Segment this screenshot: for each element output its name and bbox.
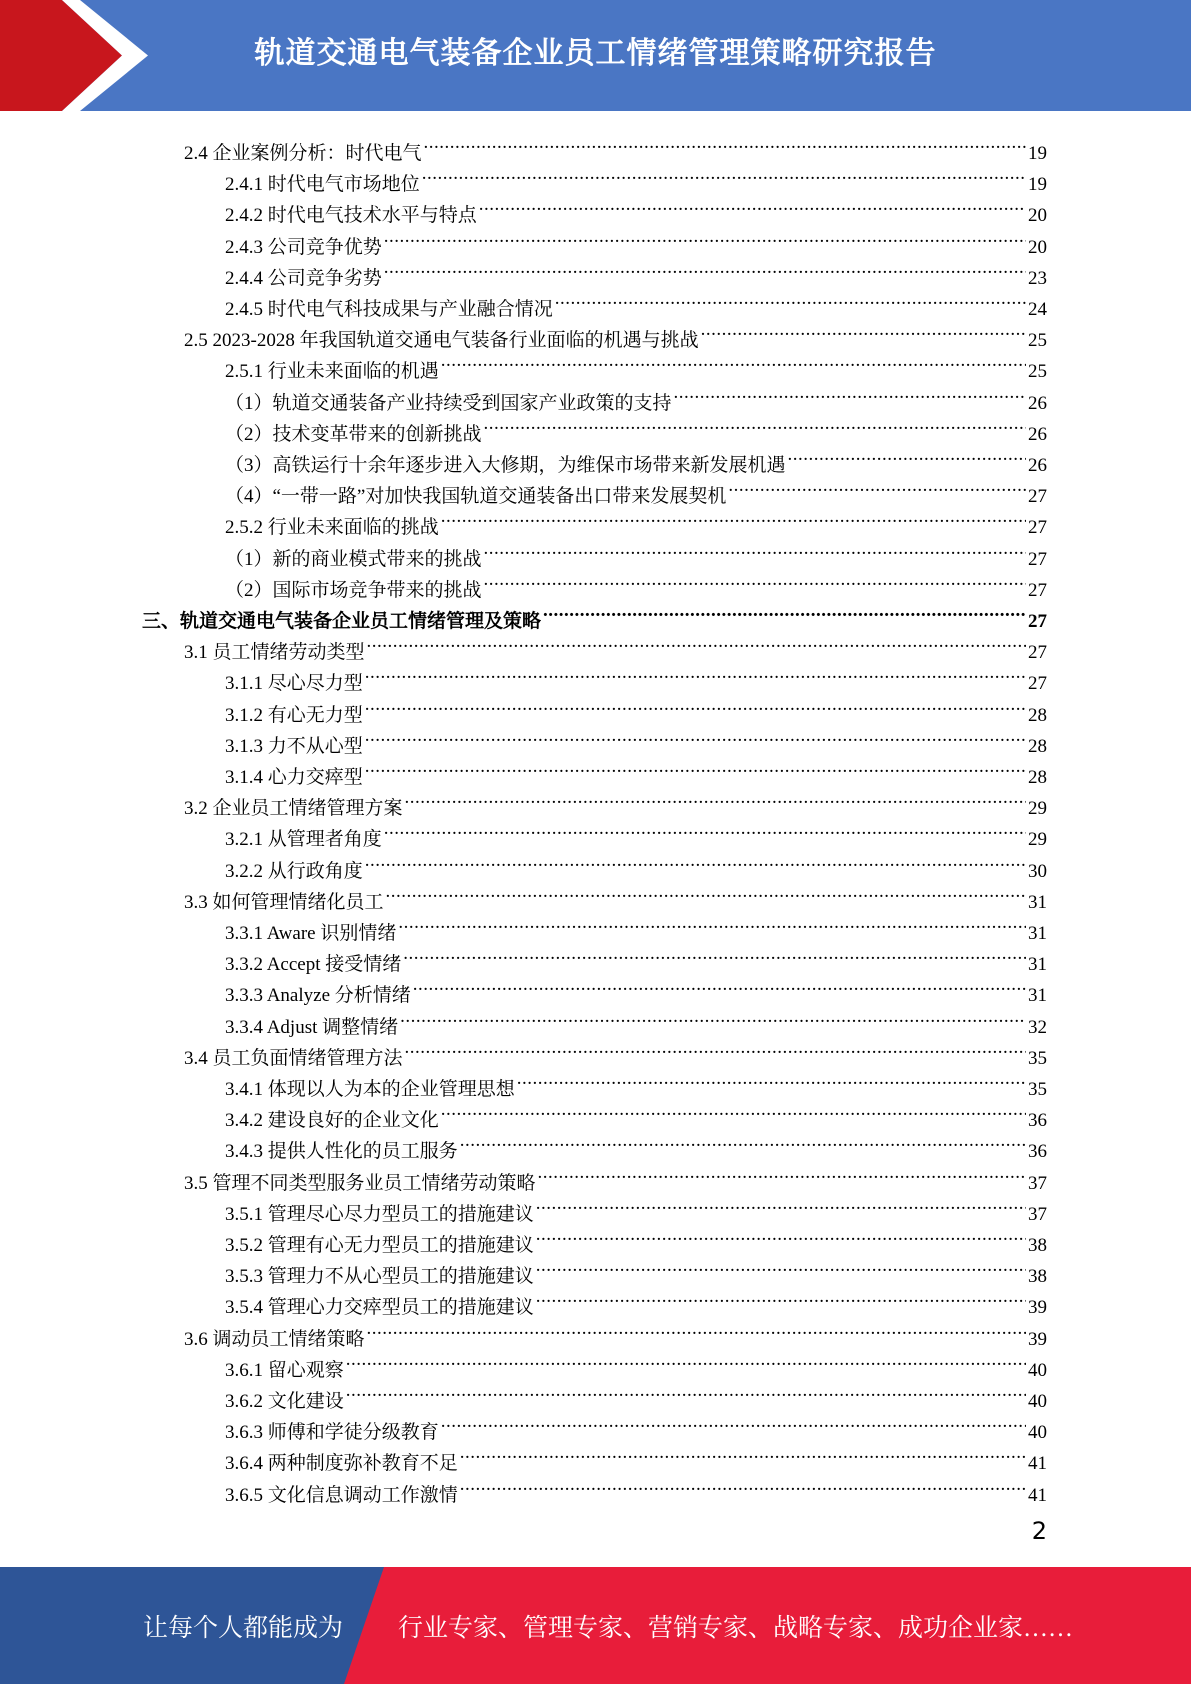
toc-entry-page: 35 [1028,1079,1047,1100]
toc-dot-leader [484,409,1026,440]
toc-entry-page: 27 [1028,579,1047,601]
toc-entry-title: 2.5 2023-2028 年我国轨道交通电气装备行业面临的机遇与挑战 [184,330,699,352]
toc-dot-leader [441,346,1026,377]
toc-entry-title: 3.5.1 管理尽心尽力型员工的措施建议 [225,1203,534,1225]
toc-entry-page: 30 [1028,860,1047,882]
toc-dot-leader [788,440,1026,471]
toc-entry-title: （2）技术变革带来的创新挑战 [225,423,482,445]
toc-entry-page: 28 [1028,735,1047,757]
toc-dot-leader [543,596,1026,627]
toc-entry[interactable] [225,814,1047,851]
toc-entry-title: 2.4.1 时代电气市场地位 [225,174,420,196]
toc-entry-page: 24 [1028,299,1047,320]
toc-entry-title: 3.3.2 Accept 接受情绪 [225,954,402,976]
toc-entry-title: 3.2.1 从管理者角度 [225,829,382,851]
toc-entry-page: 27 [1028,673,1047,695]
toc-dot-leader [386,877,1026,908]
toc-entry-page: 39 [1028,1328,1047,1350]
toc-entry-title: 2.4 企业案例分析：时代电气 [184,143,422,164]
toc-entry[interactable] [225,690,1047,726]
toc-entry-page: 27 [1028,611,1047,632]
toc-entry[interactable] [184,1314,1047,1350]
toc-entry[interactable] [225,970,1047,1007]
toc-entry-page: 41 [1028,1453,1047,1475]
toc-entry[interactable] [225,253,1047,289]
toc-entry-page: 37 [1028,1203,1047,1225]
toc-entry-title: 3.4 员工负面情绪管理方法 [184,1047,403,1069]
toc-entry[interactable] [225,471,1047,508]
toc-entry-title: 2.5.2 行业未来面临的挑战 [225,517,439,539]
toc-entry-page: 37 [1028,1172,1047,1194]
toc-entry-title: 3.3.1 Aware 识别情绪 [225,923,397,944]
toc-dot-leader [441,1095,1026,1126]
toc-dot-leader [365,846,1026,877]
toc-dot-leader [367,1314,1026,1345]
toc-entry-title: 2.4.2 时代电气技术水平与特点 [225,205,477,227]
page-header [0,0,1191,111]
toc-entry[interactable] [225,378,1047,414]
toc-dot-leader [384,814,1026,845]
toc-entry-page: 25 [1028,330,1047,352]
toc-entry-title: 3.1.3 力不从心型 [225,735,363,757]
toc-dot-leader [555,284,1026,315]
toc-dot-leader [479,190,1026,221]
toc-entry[interactable] [184,128,1047,164]
toc-entry[interactable] [225,1064,1047,1100]
toc-entry[interactable] [225,1095,1047,1132]
toc-entry-title: 3.5 管理不同类型服务业员工情绪劳动策略 [184,1172,536,1194]
toc-dot-leader [365,721,1026,752]
toc-entry[interactable] [225,565,1047,601]
toc-dot-leader [367,627,1026,658]
toc-entry[interactable] [225,1407,1047,1444]
toc-entry-title: 3.1.1 尽心尽力型 [225,673,363,695]
toc-entry[interactable] [142,596,1047,632]
toc-dot-leader [460,1438,1026,1469]
toc-entry[interactable] [225,846,1047,882]
toc-dot-leader [424,128,1026,159]
toc-entry[interactable] [184,627,1047,664]
toc-entry-page: 36 [1028,1141,1047,1163]
toc-entry[interactable] [225,409,1047,445]
toc-entry[interactable] [225,1345,1047,1381]
toc-entry-title: 2.4.3 公司竞争优势 [225,236,382,258]
toc-entry-page: 19 [1028,174,1047,196]
toc-dot-leader [701,315,1026,346]
toc-dot-leader [441,502,1026,533]
toc-dot-leader [441,1407,1026,1438]
toc-entry-title: 3.4.2 建设良好的企业文化 [225,1110,439,1132]
toc-dot-leader [460,1470,1026,1501]
toc-dot-leader [674,378,1026,409]
toc-entry[interactable] [225,658,1047,695]
toc-entry[interactable] [184,1158,1047,1194]
toc-entry-title: 3.6.3 师傅和学徒分级教育 [225,1422,439,1444]
toc-entry-page: 40 [1028,1359,1047,1381]
toc-dot-leader [536,1220,1026,1251]
toc-entry-title: （2）国际市场竞争带来的挑战 [225,579,482,601]
toc-entry[interactable] [184,1033,1047,1069]
toc-dot-leader [405,1033,1026,1064]
toc-entry-title: 2.4.5 时代电气科技成果与产业融合情况 [225,299,553,320]
toc-dot-leader [346,1376,1026,1407]
toc-dot-leader [400,1002,1026,1033]
toc-dot-leader [398,908,1026,939]
toc-entry[interactable] [225,1002,1047,1038]
toc-entry-page: 32 [1028,1016,1047,1038]
toc-entry-title: 3.3.4 Adjust 调整情绪 [225,1016,399,1038]
toc-entry-title: 3.5.2 管理有心无力型员工的措施建议 [225,1235,534,1256]
toc-entry-title: 3.1 员工情绪劳动类型 [184,642,365,664]
toc-entry-page: 25 [1028,361,1047,383]
toc-dot-leader [460,1126,1026,1157]
toc-entry[interactable] [225,1438,1047,1475]
toc-entry-title: 3.4.3 提供人性化的员工服务 [225,1141,458,1163]
toc-entry-page: 26 [1028,392,1047,414]
page-footer [0,1567,1191,1684]
toc-entry-page: 19 [1028,143,1047,164]
toc-entry-page: 27 [1028,517,1047,539]
toc-entry-page: 27 [1028,486,1047,508]
toc-entry-page: 40 [1028,1422,1047,1444]
toc-entry-title: 3.5.4 管理心力交瘁型员工的措施建议 [225,1297,534,1319]
toc-entry-title: 3.2.2 从行政角度 [225,860,363,882]
toc-dot-leader [405,783,1026,814]
toc-dot-leader [384,253,1026,284]
toc-entry-title: 3.2 企业员工情绪管理方案 [184,798,403,820]
toc-entry[interactable] [225,1220,1047,1256]
toc-entry-title: 3.1.4 心力交瘁型 [225,767,363,788]
toc-dot-leader [484,565,1026,596]
toc-entry-page: 31 [1028,923,1047,944]
toc-entry[interactable] [184,783,1047,820]
toc-dot-leader [517,1064,1026,1095]
footer-slogan-left: 让每个人都能成为 [143,1614,344,1642]
page-number: 2 [1031,1517,1047,1545]
header-red-arrow-decoration [0,0,150,111]
toc-entry[interactable] [225,534,1047,570]
toc-entry-title: 3.1.2 有心无力型 [225,704,363,726]
toc-entry[interactable] [225,939,1047,976]
toc-entry[interactable] [225,1189,1047,1225]
toc-entry[interactable] [225,1470,1047,1506]
toc-entry[interactable] [225,752,1047,788]
toc-entry-page: 38 [1028,1235,1047,1256]
toc-entry-page: 31 [1028,891,1047,913]
toc-entry-page: 31 [1028,954,1047,976]
toc-entry[interactable] [225,190,1047,227]
toc-dot-leader [413,970,1026,1001]
toc-entry-title: 3.6.4 两种制度弥补教育不足 [225,1453,458,1475]
toc-entry-page: 39 [1028,1297,1047,1319]
toc-entry-page: 41 [1028,1484,1047,1506]
toc-entry-title: 2.4.4 公司竞争劣势 [225,267,382,289]
toc-entry-title: 3.6.1 留心观察 [225,1359,344,1381]
toc-entry-page: 29 [1028,829,1047,851]
toc-entry[interactable] [225,284,1047,320]
footer-slogan-right: 行业专家、管理专家、营销专家、战略专家、成功企业家…… [398,1614,1074,1642]
toc-entry[interactable] [225,1376,1047,1412]
toc-entry-title: 3.6.2 文化建设 [225,1391,344,1412]
toc-entry-title: 3.5.3 管理力不从心型员工的措施建议 [225,1266,534,1288]
toc-entry-page: 40 [1028,1391,1047,1412]
toc-entry-title: （1）新的商业模式带来的挑战 [225,548,482,570]
toc-entry-page: 27 [1028,548,1047,570]
toc-dot-leader [536,1189,1026,1220]
toc-entry[interactable] [225,346,1047,383]
toc-entry-page: 26 [1028,423,1047,445]
toc-dot-leader [728,471,1026,502]
toc-dot-leader [365,658,1026,689]
toc-entry[interactable] [225,1126,1047,1163]
toc-entry-title: 三、轨道交通电气装备企业员工情绪管理及策略 [142,611,542,632]
toc-entry-title: 3.3 如何管理情绪化员工 [184,891,384,913]
toc-entry-title: （4）“一带一路”对加快我国轨道交通装备出口带来发展契机 [225,486,727,508]
toc-dot-leader [538,1158,1026,1189]
toc-entry[interactable] [225,222,1047,258]
toc-dot-leader [484,534,1026,565]
toc-entry[interactable] [225,721,1047,757]
toc-entry-title: （1）轨道交通装备产业持续受到国家产业政策的支持 [225,392,672,414]
toc-entry-title: 3.6 调动员工情绪策略 [184,1328,365,1350]
toc-entry-page: 26 [1028,455,1047,476]
toc-entry-page: 29 [1028,798,1047,820]
toc-entry-page: 20 [1028,205,1047,227]
toc-entry-page: 28 [1028,704,1047,726]
toc-entry-title: 3.6.5 文化信息调动工作激情 [225,1484,458,1506]
toc-entry-title: （3）高铁运行十余年逐步进入大修期，为维保市场带来新发展机遇 [225,455,786,476]
toc-entry-page: 36 [1028,1110,1047,1132]
toc-entry-title: 3.4.1 体现以人为本的企业管理思想 [225,1079,515,1100]
toc-entry-page: 20 [1028,236,1047,258]
toc-entry[interactable] [225,1282,1047,1319]
toc-entry[interactable] [225,908,1047,944]
toc-entry-title: 3.3.3 Analyze 分析情绪 [225,985,411,1007]
toc-entry[interactable] [184,315,1047,352]
toc-dot-leader [536,1282,1026,1313]
toc-dot-leader [384,222,1026,253]
toc-entry[interactable] [225,502,1047,539]
toc-entry-page: 35 [1028,1047,1047,1069]
toc-dot-leader [422,159,1026,190]
toc-entry-page: 23 [1028,267,1047,289]
toc-entry[interactable] [225,159,1047,196]
toc-entry-page: 38 [1028,1266,1047,1288]
toc-entry-page: 27 [1028,642,1047,664]
toc-entry-page: 31 [1028,985,1047,1007]
toc-entry-page: 28 [1028,767,1047,788]
report-title: 轨道交通电气装备企业员工情绪管理策略研究报告 [254,36,937,71]
toc-dot-leader [365,752,1026,783]
toc-dot-leader [346,1345,1026,1376]
toc-dot-leader [365,690,1026,721]
toc-entry[interactable] [225,1251,1047,1288]
toc-dot-leader [403,939,1026,970]
toc-entry[interactable] [225,440,1047,476]
toc-dot-leader [536,1251,1026,1282]
toc-entry[interactable] [184,877,1047,913]
toc-entry-title: 2.5.1 行业未来面临的机遇 [225,361,439,383]
